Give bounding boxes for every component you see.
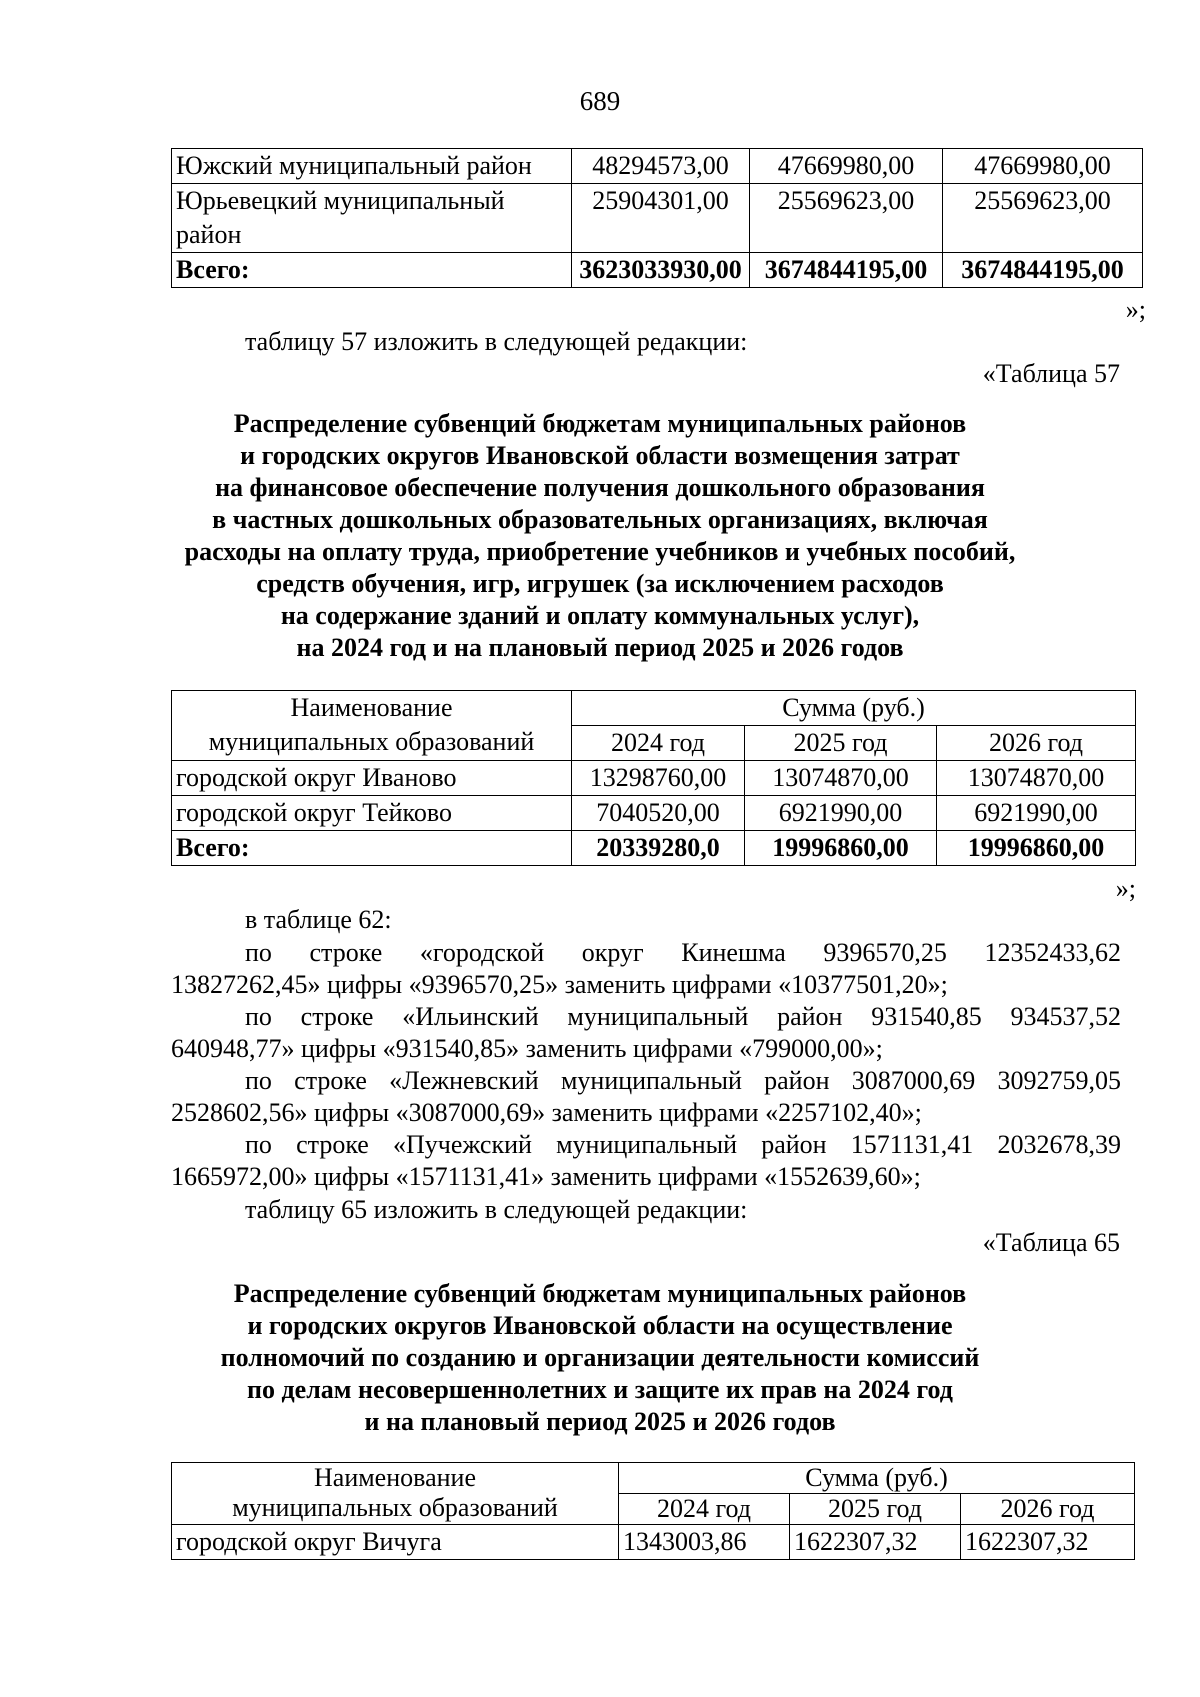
table-row (172, 1525, 1135, 1560)
header-sum: Сумма (руб.) (572, 691, 1136, 726)
table-cell (172, 184, 572, 253)
table-65-label: «Таблица 65 (982, 1228, 1120, 1257)
title-line: по делам несовершеннолетних и защите их прав на 2024 год (247, 1375, 953, 1404)
previous-table (171, 148, 1143, 288)
table-cell: 7040520,00 (572, 796, 745, 831)
table-cell: 47669980,00 (943, 149, 1143, 184)
header-name-cell (172, 1463, 619, 1525)
table-row (172, 796, 1136, 831)
table-65-title (100, 1278, 1100, 1438)
header-sum: Сумма (руб.) (619, 1463, 1135, 1494)
instruction-table-57: таблицу 57 изложить в следующей редакции: (245, 327, 748, 356)
table-row (172, 184, 1143, 253)
header-year: 2025 год (790, 1494, 961, 1525)
title-line: на содержание зданий и оплату коммунальных услуг), (280, 601, 920, 630)
header-year: 2024 год (619, 1494, 790, 1525)
table-57-title (100, 408, 1100, 664)
table-row (172, 149, 1143, 184)
table-cell: 6921990,00 (937, 796, 1136, 831)
total-value: 3674844195,00 (750, 253, 943, 288)
total-value: 20339280,0 (572, 831, 745, 866)
row-name-line: Юрьевецкий муниципальный (176, 186, 505, 215)
title-line: и городских округов Ивановской области на осуществление (247, 1311, 953, 1340)
title-line: расходы на оплату труда, приобретение учебников и учебных пособий, (184, 537, 1016, 566)
header-name-line: Наименование (290, 693, 453, 722)
table-62-intro: в таблице 62: (245, 905, 392, 934)
title-line: на финансовое обеспечение получения дошкольного образования (215, 473, 985, 502)
header-year: 2024 год (572, 726, 745, 761)
table-cell: городской округ Вичуга (172, 1525, 619, 1560)
table-57 (171, 690, 1136, 866)
table-cell: 25569623,00 (943, 184, 1143, 253)
table-65 (171, 1462, 1135, 1560)
closing-quote: »; (1115, 874, 1136, 903)
total-row (172, 253, 1143, 288)
table-cell: 25904301,00 (572, 184, 750, 253)
change-line: по строке «городской округ Кинешма 9396570,25 12352433,62 (245, 938, 1121, 967)
row-name-line: район (176, 220, 242, 249)
table-cell: 13074870,00 (745, 761, 937, 796)
table-cell: 13074870,00 (937, 761, 1136, 796)
change-line: по строке «Лежневский муниципальный район 3087000,69 3092759,05 (245, 1066, 1121, 1095)
page-number: 689 (579, 86, 621, 116)
title-line: в частных дошкольных образовательных организациях, включая (212, 505, 988, 534)
header-name-cell (172, 691, 572, 761)
table-cell: 1622307,32 (961, 1525, 1135, 1560)
title-line: и городских округов Ивановской области возмещения затрат (240, 441, 960, 470)
title-line: и на плановый период 2025 и 2026 годов (364, 1407, 836, 1436)
total-label: Всего: (172, 831, 572, 866)
header-year: 2026 год (961, 1494, 1135, 1525)
title-line: Распределение субвенций бюджетам муниципальных районов (233, 1279, 967, 1308)
closing-quote: »; (1125, 295, 1146, 324)
table-cell: 6921990,00 (745, 796, 937, 831)
header-name-line: муниципальных образований (232, 1493, 558, 1522)
table-cell: городской округ Иваново (172, 761, 572, 796)
header-name-line: муниципальных образований (208, 727, 535, 756)
table-row (172, 761, 1136, 796)
table-cell: Южский муниципальный район (172, 149, 572, 184)
total-value: 19996860,00 (745, 831, 937, 866)
table-cell: 47669980,00 (750, 149, 943, 184)
table-cell: городской округ Тейково (172, 796, 572, 831)
change-line: по строке «Ильинский муниципальный район 931540,85 934537,52 (245, 1002, 1121, 1031)
total-label: Всего: (172, 253, 572, 288)
header-year: 2026 год (937, 726, 1136, 761)
change-line: 1665972,00» цифры «1571131,41» заменить цифрами «1552639,60»; (171, 1162, 921, 1191)
total-value: 3623033930,00 (572, 253, 750, 288)
change-line: 13827262,45» цифры «9396570,25» заменить цифрами «10377501,20»; (171, 970, 948, 999)
table-cell: 25569623,00 (750, 184, 943, 253)
table-cell: 1343003,86 (619, 1525, 790, 1560)
table-57-label: «Таблица 57 (982, 359, 1120, 388)
change-line: по строке «Пучежский муниципальный район 1571131,41 2032678,39 (245, 1130, 1121, 1159)
table-cell: 48294573,00 (572, 149, 750, 184)
header-name-line: Наименование (314, 1463, 476, 1492)
table-cell: 13298760,00 (572, 761, 745, 796)
header-year: 2025 год (745, 726, 937, 761)
title-line: средств обучения, игр, игрушек (за исключением расходов (256, 569, 944, 598)
table-cell: 1622307,32 (790, 1525, 961, 1560)
total-value: 19996860,00 (937, 831, 1136, 866)
change-line: 2528602,56» цифры «3087000,69» заменить цифрами «2257102,40»; (171, 1098, 922, 1127)
title-line: Распределение субвенций бюджетам муниципальных районов (233, 409, 967, 438)
instruction-table-65: таблицу 65 изложить в следующей редакции: (245, 1195, 748, 1224)
table-62-changes (171, 937, 1121, 1193)
change-line: 640948,77» цифры «931540,85» заменить цифрами «799000,00»; (171, 1034, 883, 1063)
total-row (172, 831, 1136, 866)
total-value: 3674844195,00 (943, 253, 1143, 288)
table-header-row (172, 1463, 1135, 1494)
table-header-row (172, 691, 1136, 726)
title-line: полномочий по созданию и организации деятельности комиссий (220, 1343, 980, 1372)
title-line: на 2024 год и на плановый период 2025 и 2026 годов (296, 633, 904, 662)
